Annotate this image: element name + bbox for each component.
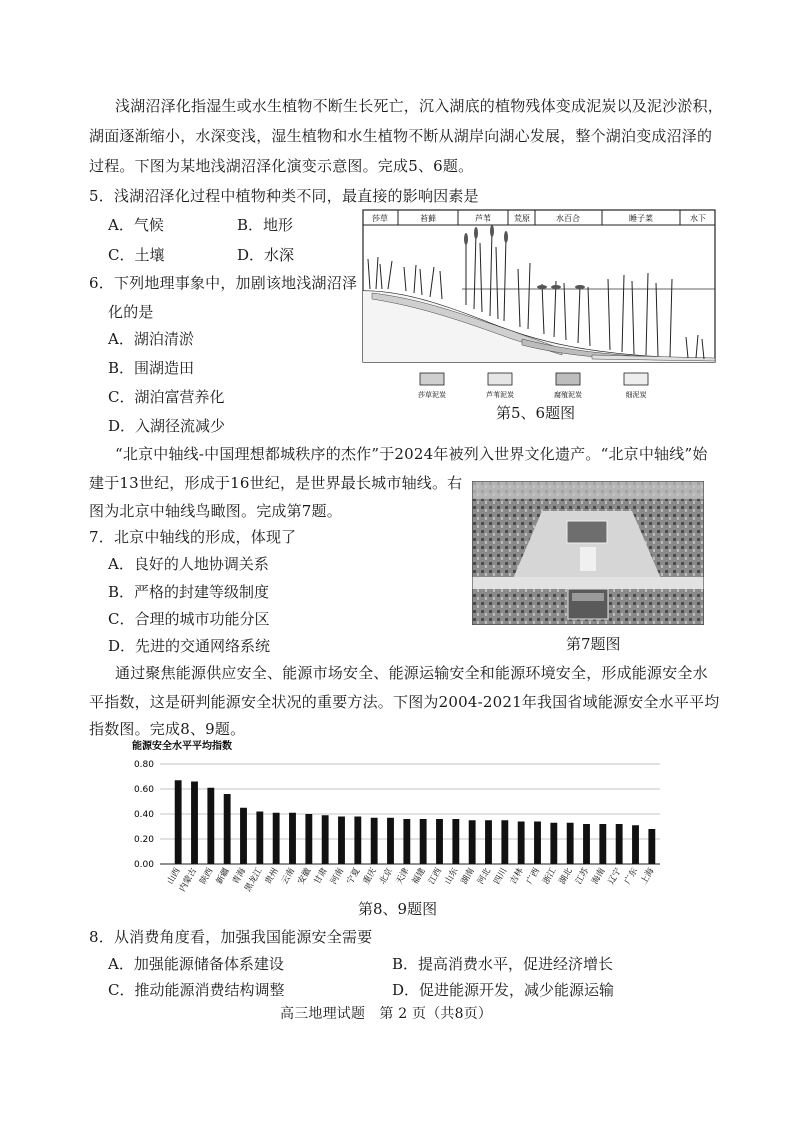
x-tick-label: 甘肃 [312, 866, 330, 887]
page-footer: 高三地理试题 第 2 页（共8页） [280, 1006, 493, 1022]
bar-云南 [289, 813, 296, 864]
x-tick-label: 宁夏 [345, 866, 363, 887]
energy-security-bar-chart [120, 738, 670, 898]
q7-option-c[interactable]: C．合理的城市功能分区 [108, 610, 270, 628]
legend-label-0: 莎草泥炭 [418, 391, 446, 399]
bar-甘肃 [322, 815, 329, 864]
q8-option-c[interactable]: C．推动能源消费结构调整 [108, 981, 285, 999]
bar-陕西 [207, 788, 214, 864]
x-tick-label: 天津 [394, 866, 412, 887]
x-tick-label: 上海 [639, 866, 657, 887]
bar-江西 [436, 819, 443, 864]
q8-option-d[interactable]: D．促进能源开发，减少能源运输 [392, 981, 615, 999]
x-tick-label: 陕西 [198, 866, 216, 887]
bar-北京 [387, 818, 394, 864]
x-tick-label: 辽宁 [606, 866, 624, 887]
bar-河南 [338, 817, 345, 865]
x-tick-label: 安徽 [296, 866, 314, 887]
zone-label-6: 水下 [690, 214, 706, 223]
bar-湖北 [567, 823, 574, 864]
bar-上海 [648, 829, 655, 864]
bar-浙江 [550, 823, 557, 864]
bar-黑龙江 [256, 812, 263, 865]
bar-青海 [240, 808, 247, 864]
y-tick-label: 0.60 [133, 785, 154, 795]
x-tick-label: 青海 [230, 866, 249, 887]
legend-label-2: 腐殖泥炭 [554, 391, 582, 399]
x-tick-label: 山东 [443, 866, 461, 887]
bar-湖南 [469, 820, 476, 864]
x-tick-label: 四川 [492, 866, 510, 887]
bar-河北 [485, 820, 492, 864]
x-tick-label: 吉林 [508, 866, 526, 887]
x-tick-label: 山西 [165, 866, 183, 887]
x-tick-label: 重庆 [361, 866, 379, 887]
fig7-caption: 第7题图 [566, 635, 621, 653]
intro1-line2: 湖面逐渐缩小，水深变浅，湿生植物和水生植物不断从湖岸向湖心发展，整个湖泊变成沼泽的 [89, 127, 713, 145]
x-tick-label: 广西 [524, 866, 543, 887]
zone-label-3: 荒原 [514, 214, 530, 223]
x-tick-label: 黑龙江 [243, 866, 265, 894]
q5-option-b[interactable]: B．地形 [237, 216, 294, 234]
q5-option-c[interactable]: C．土壤 [108, 246, 165, 264]
zone-label-5: 睡子菜 [629, 214, 653, 223]
x-tick-label: 湖南 [459, 866, 477, 887]
bar-贵州 [273, 813, 280, 864]
x-tick-label: 湖北 [557, 866, 575, 887]
q6-stem-line2: 化的是 [108, 303, 154, 321]
y-tick-label: 0.40 [133, 810, 154, 820]
bar-吉林 [518, 822, 525, 865]
q8-option-b[interactable]: B．提高消费水平，促进经济增长 [392, 955, 614, 973]
q7-option-b[interactable]: B．严格的封建等级制度 [108, 583, 270, 601]
x-tick-label: 北京 [377, 866, 396, 887]
q6-option-a[interactable]: A．湖泊清淤 [108, 330, 194, 348]
y-tick-label: 0.80 [133, 760, 154, 770]
legend-label-3: 细泥炭 [625, 391, 647, 399]
q7-option-a[interactable]: A．良好的人地协调关系 [108, 555, 269, 573]
beijing-axis-aerial-photo [472, 481, 704, 625]
bar-广西 [534, 822, 541, 865]
bar-宁夏 [354, 817, 361, 865]
q5-option-d[interactable]: D．水深 [237, 246, 295, 264]
q8-stem: 8．从消费角度看，加强我国能源安全需要 [89, 928, 373, 946]
q5-stem: 5．浅湖沼泽化过程中植物种类不同，最直接的影响因素是 [89, 187, 479, 205]
intro3-line1: 通过聚焦能源供应安全、能源市场安全、能源运输安全和能源环境安全，形成能源安全水 [115, 664, 708, 682]
bar-海南 [599, 824, 606, 864]
bar-山西 [175, 780, 182, 864]
q7-stem: 7．北京中轴线的形成，体现了 [89, 528, 297, 546]
bar-天津 [403, 819, 410, 864]
x-tick-label: 内蒙古 [177, 866, 200, 894]
bar-四川 [501, 820, 508, 864]
q8-option-a[interactable]: A．加强能源储备体系建设 [108, 955, 284, 973]
q6-option-b[interactable]: B．围湖造田 [108, 359, 195, 377]
x-tick-label: 河北 [475, 866, 494, 887]
intro3-line3: 指数图。完成8、9题。 [89, 720, 246, 738]
zone-label-1: 苔藓 [420, 214, 436, 223]
x-tick-label: 福建 [410, 866, 428, 887]
bar-福建 [420, 819, 427, 864]
intro2-line3: 图为北京中轴线鸟瞰图。完成第7题。 [89, 502, 342, 520]
zone-label-0: 莎草 [372, 214, 388, 223]
q5-option-a[interactable]: A．气候 [108, 216, 164, 234]
x-tick-label: 河南 [328, 866, 347, 887]
x-tick-label: 新疆 [214, 866, 232, 887]
x-tick-label: 江苏 [573, 866, 592, 887]
x-tick-label: 江西 [426, 866, 445, 887]
fig56-caption: 第5、6题图 [496, 404, 576, 422]
lake-swamp-diagram [362, 209, 716, 405]
q6-stem-line1: 6．下列地理事象中，加剧该地浅湖沼泽 [89, 274, 358, 292]
y-tick-label: 0.00 [133, 860, 154, 870]
q7-option-d[interactable]: D．先进的交通网络系统 [108, 637, 271, 655]
intro2-line2: 建于13世纪，形成于16世纪，是世界最长城市轴线。右 [89, 474, 463, 492]
bar-广东 [632, 825, 639, 864]
intro1-line1: 浅湖沼泽化指湿生或水生植物不断生长死亡，沉入湖底的植物残体变成泥炭以及泥沙淤积， [115, 97, 724, 115]
x-tick-label: 广东 [622, 866, 641, 887]
intro3-line2: 平指数，这是研判能源安全状况的重要方法。下图为2004-2021年我国省域能源安全水平平均 [89, 693, 720, 711]
chart-ylabel: 能源安全水平平均指数 [132, 741, 232, 752]
zone-label-4: 水百合 [556, 214, 580, 223]
fig89-caption: 第8、9题图 [358, 900, 438, 918]
x-tick-label: 海南 [590, 866, 608, 887]
q6-option-d[interactable]: D．入湖径流减少 [108, 417, 226, 435]
intro2-line1: “北京中轴线-中国理想都城秩序的杰作”于2024年被列入世界文化遗产。“北京中轴线”始 [115, 445, 708, 463]
x-tick-label: 贵州 [263, 866, 281, 887]
bar-内蒙古 [191, 782, 198, 865]
bar-辽宁 [616, 824, 623, 864]
bar-山东 [452, 819, 459, 864]
x-tick-label: 浙江 [541, 866, 559, 887]
q6-option-c[interactable]: C．湖泊富营养化 [108, 388, 225, 406]
bar-新疆 [224, 794, 231, 864]
x-tick-label: 云南 [279, 866, 298, 887]
intro1-line3: 过程。下图为某地浅湖沼泽化演变示意图。完成5、6题。 [89, 157, 474, 175]
zone-label-2: 芦苇 [475, 214, 491, 223]
bar-安徽 [305, 814, 312, 864]
bar-重庆 [371, 818, 378, 864]
y-tick-label: 0.20 [133, 835, 154, 845]
legend-label-1: 芦苇泥炭 [486, 391, 514, 399]
bar-江苏 [583, 824, 590, 864]
